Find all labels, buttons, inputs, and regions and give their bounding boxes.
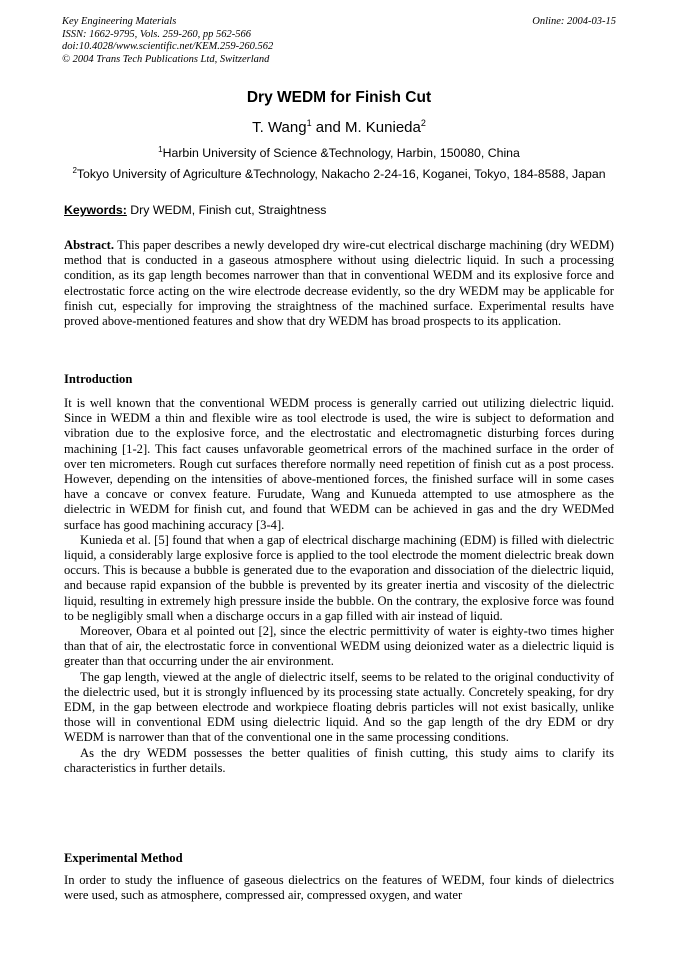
author-1: T. Wang	[252, 119, 307, 136]
introduction-heading: Introduction	[64, 372, 133, 386]
experimental-body	[64, 873, 614, 903]
abstract-label: Abstract.	[64, 238, 115, 252]
online-date: Online: 2004-03-15	[532, 16, 616, 27]
keywords	[64, 203, 326, 217]
author-joiner: and	[311, 119, 345, 136]
affiliation-1	[0, 146, 678, 160]
affiliation-1-text: Harbin University of Science &Technology, Harbin, 150080, China	[162, 146, 520, 160]
author-line	[0, 119, 678, 136]
keywords-text: Dry WEDM, Finish cut, Straightness	[126, 203, 327, 217]
journal-header	[62, 16, 616, 66]
experimental-paragraph: In order to study the influence of gaseous dielectrics on the features of WEDM, four kinds of dielectrics were used, such as atmosphere, compressed air, compressed oxygen, and water	[64, 873, 614, 903]
author-2: M. Kunieda	[344, 119, 421, 136]
author-1-affiliation-mark: 1	[306, 118, 312, 128]
affiliation-2	[0, 167, 678, 181]
affiliation-2-text: Tokyo University of Agriculture &Technology, Nakacho 2-24-16, Koganei, Tokyo, 184-8588, Japan	[76, 167, 606, 181]
affiliation-2-mark: 2	[72, 166, 77, 175]
intro-paragraph: The gap length, viewed at the angle of dielectric itself, seems to be related to the original conductivity of the dielectric used, but it is strongly influenced by its processing state actually. Concretely speaking, for dry EDM, in the gap between electrode and workpiece floating debris particles will not exist basically, unlike those will in conventional EDM using dielectric liquid. And so the gap length of the dry EDM or dry WEDM is narrower than that of the conventional one in the same processing conditions.	[64, 669, 614, 745]
intro-paragraph: It is well known that the conventional WEDM process is generally carried out utilizing dielectric liquid. Since in WEDM a thin and flexible wire as tool electrode is used, the wire is subject to deformation and vibration due to the explosive force, and the electrostatic and electromagnetic disturbing forces during machining [1-2]. This fact causes unfavorable geometrical errors of the machined surface in the order of over ten micrometers. Rough cut surfaces therefore normally need repetition of finish cut as a post process. However, depending on the intensities of above-mentioned forces, the finished surface will in some cases have a concave or convex feature. Furudate, Wang and Kunueda attempted to use atmosphere as the dielectric in WEDM for finish cut, and found that WEDM can be achieved in gas and the dry WEDMed surface has good machining accuracy [3-4].	[64, 396, 614, 532]
doi-line: doi:10.4028/www.scientific.net/KEM.259-260.562	[62, 41, 274, 52]
abstract-text: This paper describes a newly developed dry wire-cut electrical discharge machining (dry WEDM) method that is conducted in a gaseous atmosphere without using dielectric liquid. In such a processing condition, as its gap length becomes narrower than that in conventional WEDM and its explosive force and electrostatic force acting on the wire electrode decrease evidently, so the dry WEDM may be applicable for finish cut, especially for improving the straightness of the machined surface. Experimental results have proved above-mentioned features and show that dry WEDM has broad prospects to its application.	[64, 238, 614, 329]
issn-line: ISSN: 1662-9795, Vols. 259-260, pp 562-566	[62, 28, 251, 40]
experimental-heading: Experimental Method	[64, 851, 183, 865]
abstract	[64, 238, 614, 329]
keywords-label: Keywords:	[64, 203, 127, 217]
affiliation-1-mark: 1	[158, 145, 163, 154]
author-2-affiliation-mark: 2	[420, 118, 426, 128]
intro-paragraph: As the dry WEDM possesses the better qualities of finish cutting, this study aims to clarify its characteristics in further details.	[64, 745, 614, 775]
intro-paragraph: Moreover, Obara et al pointed out [2], since the electric permittivity of water is eighty-two times higher than that of air, the electrostatic force in conventional WEDM using deionized water as a dielectric liquid is greater than that occurring under the air environment.	[64, 624, 614, 669]
introduction-body	[64, 396, 614, 776]
paper-title: Dry WEDM for Finish Cut	[246, 89, 432, 106]
intro-paragraph: Kunieda et al. [5] found that when a gap of electrical discharge machining (EDM) is filled with dielectric liquid, a considerably large explosive force is applied to the tool electrode the moment dielectric break down occurs. This is because a bubble is generated due to the evaporation and dissociation of the dielectric liquid, and because rapid expansion of the bubble is prevented by its greater inertia and viscosity of the dielectric liquid, resulting in extremely high pressure inside the bubble. On the contrary, the explosive force was found to be negligibly small when a discharge occurs in a gap filled with air instead of liquid.	[64, 532, 614, 623]
journal-name: Key Engineering Materials	[62, 16, 177, 27]
copyright-line: © 2004 Trans Tech Publications Ltd, Switzerland	[62, 53, 270, 65]
